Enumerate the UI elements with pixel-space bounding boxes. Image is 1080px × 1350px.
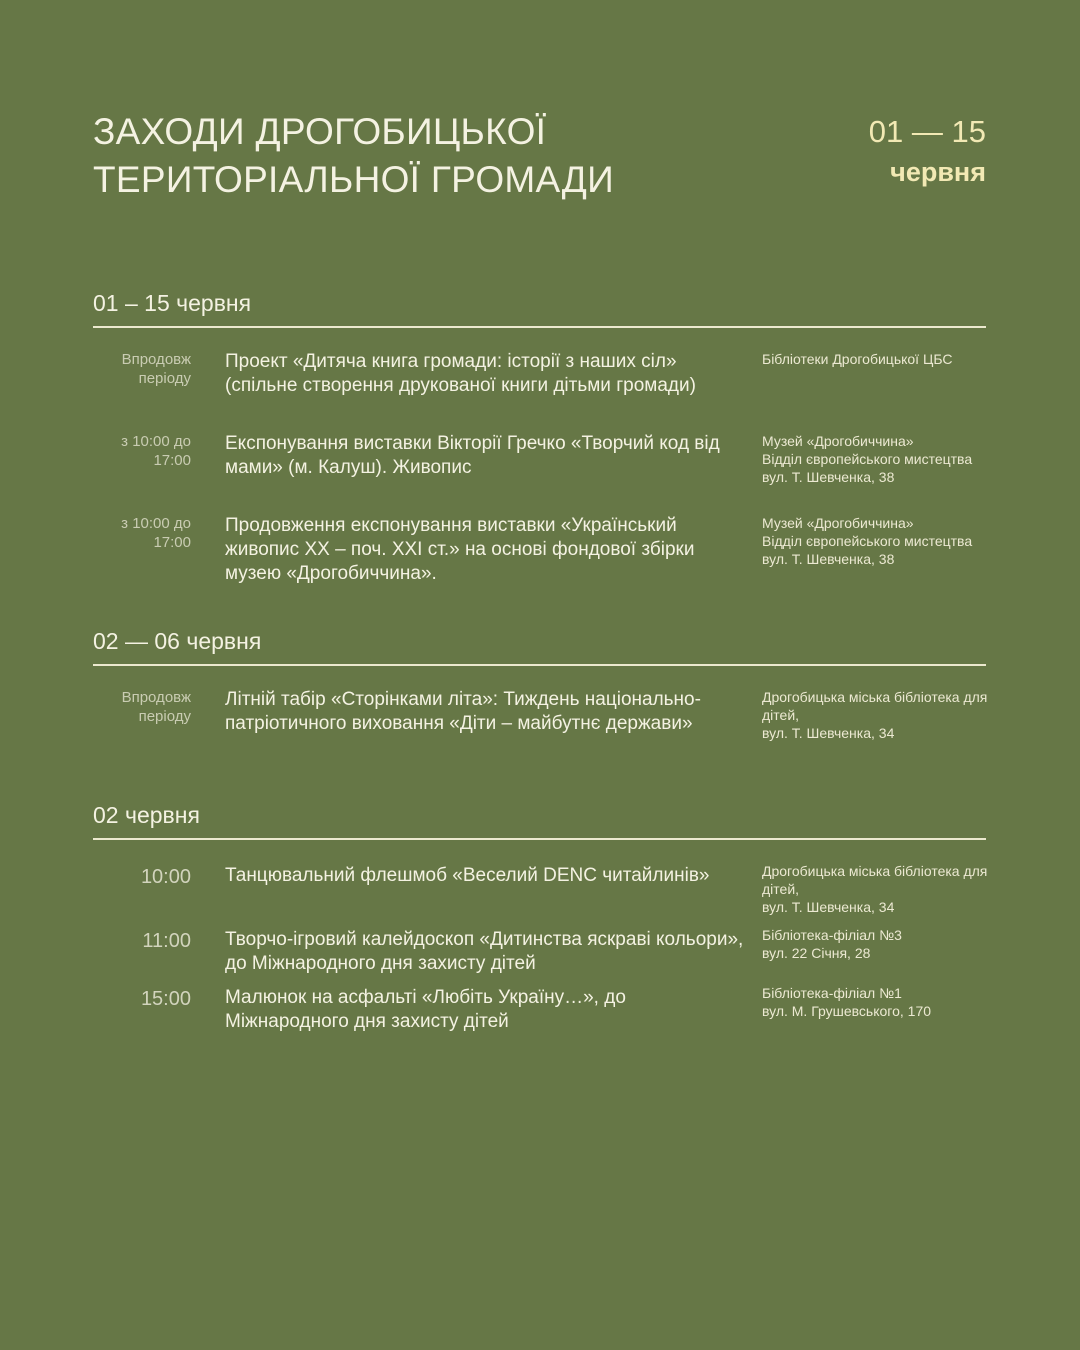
event-title: Продовження експонування виставки «Український живопис XX – поч. XXI ст.» на основі фондової збірки музею «Дрогобиччина».	[225, 515, 695, 584]
event-venue: Бібліотека-філіал №3 вул. 22 Січня, 28	[762, 927, 902, 961]
event-time: з 10:00 до 17:00	[121, 515, 191, 551]
event-list	[93, 328, 986, 618]
page-title	[93, 108, 614, 204]
event-title: Літній табір «Сторінками літа»: Тиждень національно-патріотичного виховання «Діти – майбутнє держави»	[225, 689, 701, 734]
section-02-06	[93, 626, 986, 796]
event-list	[93, 840, 986, 1080]
event-venue: Дрогобицька міська бібліотека для дітей, вул. Т. Шевченка, 34	[762, 689, 988, 741]
date-range	[869, 112, 986, 192]
section-01-15	[93, 288, 986, 618]
event-title: Танцювальний флешмоб «Веселий DENС читайлинів»	[225, 865, 710, 886]
event-venue: Бібліотеки Дрогобицької ЦБС	[762, 351, 953, 367]
event-list	[93, 666, 986, 796]
event-venue: Бібліотека-філіал №1 вул. М. Грушевського, 170	[762, 985, 932, 1019]
event-time: Впродовж періоду	[121, 351, 191, 387]
date-range-month: червня	[890, 157, 986, 187]
event-time: 11:00	[142, 930, 191, 952]
date-range-days: 01 — 15	[868, 114, 986, 149]
title-line-1: ЗАХОДИ ДРОГОБИЦЬКОЇ	[93, 111, 547, 152]
event-title: Творчо-ігровий калейдоскоп «Дитинства яскраві кольори», до Міжнародного дня захисту дітей	[225, 929, 744, 974]
event-venue: Дрогобицька міська бібліотека для дітей, вул. Т. Шевченка, 34	[762, 863, 988, 915]
event-title: Проект «Дитяча книга громади: історії з наших сіл» (спільне створення друкованої книги дітьми громади)	[225, 351, 696, 396]
event-venue: Музей «Дрогобиччина» Відділ європейського мистецтва вул. Т. Шевченка, 38	[762, 515, 973, 567]
title-line-2: ТЕРИТОРІАЛЬНОЇ ГРОМАДИ	[93, 159, 615, 200]
event-time: з 10:00 до 17:00	[121, 433, 191, 469]
event-title: Малюнок на асфальті «Любіть Україну…», до Міжнародного дня захисту дітей	[225, 987, 626, 1032]
section-heading: 02 червня	[93, 800, 986, 840]
section-heading: 02 — 06 червня	[93, 626, 986, 666]
event-time: 10:00	[140, 866, 191, 888]
header	[93, 108, 986, 208]
event-title: Експонування виставки Вікторії Гречко «Творчий код від мами» (м. Калуш). Живопис	[225, 433, 720, 478]
event-time: Впродовж періоду	[121, 689, 191, 725]
event-venue: Музей «Дрогобиччина» Відділ європейського мистецтва вул. Т. Шевченка, 38	[762, 433, 973, 485]
section-heading: 01 – 15 червня	[93, 288, 986, 328]
section-02	[93, 800, 986, 1080]
event-time: 15:00	[140, 988, 191, 1010]
